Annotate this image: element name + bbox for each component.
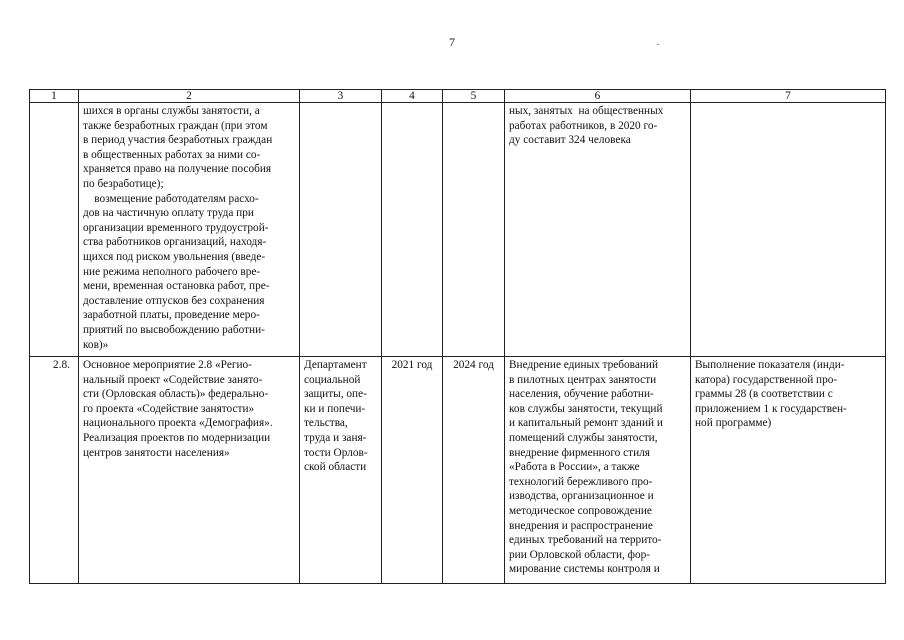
header-cell-7: 7 (691, 90, 886, 103)
header-cell-6: 6 (505, 90, 691, 103)
start-year-cell: 2021 год (382, 357, 443, 584)
activity-cell: шихся в органы службы занятости, а также безработных граждан (при этом в период участия безработных граждан в общественных работах за ними со- храняется право на получение пособия по безработице); возмещение работодателям расхо- дов на частичную оплату труда при организации временного трудоустрой- ства работников организаций, находя- щихся под риском увольнения (введе- ние режима неполного рабочего вре- мени, временная остановка работ, пре- доставление отпусков без сохранения заработной платы, проведение меро- приятий по высвобождению работни- ков)» (79, 103, 300, 357)
row-number-cell: 2.8. (30, 357, 79, 584)
header-cell-2: 2 (79, 90, 300, 103)
indicator-link-cell (691, 103, 886, 357)
start-year-cell (382, 103, 443, 357)
end-year-cell: 2024 год (443, 357, 505, 584)
executor-cell (300, 103, 382, 357)
end-year-cell (443, 103, 505, 357)
expected-result-cell: ных, занятых на общественных работах работников, в 2020 го- ду составит 324 человека (505, 103, 691, 357)
executor-cell: Департамент социальной защиты, опе- ки и попечи- тельства, труда и заня- тости Орлов- ской области (300, 357, 382, 584)
page-number: 7 (449, 35, 455, 49)
header-cell-3: 3 (300, 90, 382, 103)
row-number-cell (30, 103, 79, 357)
header-cell-4: 4 (382, 90, 443, 103)
indicator-link-cell: Выполнение показателя (инди- катора) государственной про- граммы 28 (в соответствии с приложением 1 к государствен- ной программе) (691, 357, 886, 584)
table-row (30, 357, 886, 584)
header-cell-5: 5 (443, 90, 505, 103)
scan-speck (657, 44, 659, 45)
header-cell-1: 1 (30, 90, 79, 103)
activity-cell: Основное мероприятие 2.8 «Регио- нальный проект «Содействие занято- сти (Орловская область)» федерально- го проекта «Содействие занятости» национального проекта «Демография». Реализация проектов по модернизации центров занятости населения» (79, 357, 300, 584)
header-row (30, 90, 886, 103)
table-row (30, 103, 886, 357)
expected-result-cell: Внедрение единых требований в пилотных центрах занятости населения, обучение работни- ков службы занятости, текущий и капитальный ремонт зданий и помещений службы занятости, внедрение фирменного стиля «Работа в России», а также технологий бережливого про- изводства, организационное и методическое сопровождение внедрения и распространение единых требований на террито- рии Орловской области, фор- мирование системы контроля и (505, 357, 691, 584)
program-table (29, 89, 886, 584)
